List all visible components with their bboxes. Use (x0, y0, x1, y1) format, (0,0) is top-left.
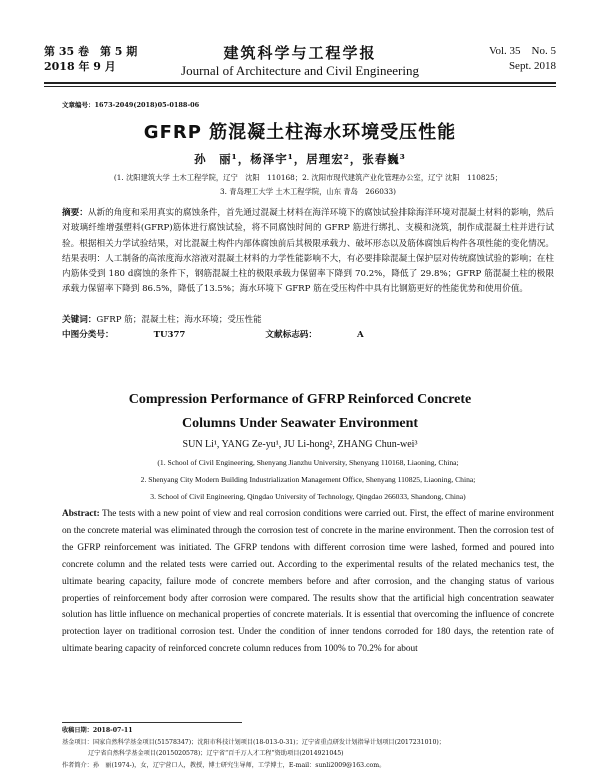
header-center (44, 44, 556, 79)
date-cn: 2018 年 9 月 (44, 60, 116, 73)
clc-number (62, 330, 225, 340)
keywords-cn-label: 关键词： (62, 315, 97, 325)
affiliations-cn (62, 171, 554, 199)
header-rule-thick (44, 82, 556, 84)
clc-label: 中图分类号： (62, 330, 114, 340)
affiliation-en-line: 3. School of Civil Engineering, Qingdao University of Technology, Qingdao 266033, Shandong, China) (150, 492, 466, 501)
author-introduction: 作者简介：孙 丽(1974-)，女，辽宁营口人，教授，博士研究生导师，工学博士，E-mail：sunli2009@163.com。 (62, 761, 386, 769)
affiliation-en-line: (1. School of Civil Engineering, Shenyang Jianzhu University, Shenyang 110168, Liaoning, China; (157, 458, 459, 467)
abstract-cn-label: 摘要： (62, 208, 88, 218)
abstract-en-text: The tests with a new point of view and real corrosion conditions were carried out. First, the effect of marine environment on the concrete material was eliminated through the corrosion test of concrete in the marine environment. Then the corrosion test of the GFRP reinforcement was initiated. The GFRP tendons with different corrosion time were lashed, formed and poured into concrete column and the related tests were carried out. According to the experimental results of the related mechanics test, the ultimate bearing capacity, failure mode of concrete members before and after corrosion, and the changing status of various properties of reinforcement body after corrosion were compared. The results show that the artificial high concentration seawater solution has little influence on mechanical properties of concrete materials. It is essential that overcoming the influence of concrete protection layer on traditional corrosion test. Under the condition of inner tendons corroded for 180 days, the retention rate of ultimate bearing capacity of reinforced concrete column reduces from 100% to 70.2% for about (62, 509, 554, 655)
authors-en: SUN Li¹, YANG Ze-yu¹, JU Li-hong², ZHANG Chun-wei³ (182, 439, 418, 450)
abstract-cn-text: 从新的角度和采用真实的腐蚀条件，首先通过混凝土材料在海洋环境下的腐蚀试验排除海洋环境对混凝土材料的影响，然后对玻璃纤维增强塑料(GFRP)筋体进行腐蚀试验，将不同腐蚀时间的 GFRP 筋进行绑扎、支模和浇筑，制作成混凝土柱并进行试验。根据相关力学试验结果，对比混凝土构件内部体腐蚀前后其极限承载力、破坏形态以及筋体腐蚀后构件各项性能的变化情况。结果表明：人工制备的高浓度海水溶液对混凝土材料的力学性能影响不大，有必要排除混凝土保护层对传统腐蚀试验的影响；在柱内筋体受到 180 d腐蚀的条件下，钢筋混凝土柱的极限承载力保留率下降到 70.2%，降低了 29.8%；GFRP 筋混凝土柱的极限承载力保留率下降到 86.5%，降低了13.5%；海水环境下 GFRP 筋在受压构件中具有比钢筋更好的性能优势和使用价值。 (62, 208, 554, 295)
affiliations-en (62, 454, 554, 505)
doc-code-label: 文献标志码： (265, 330, 317, 340)
authors-cn: 孙 丽¹，杨泽宇¹，居理宏²，张春巍³ (194, 152, 406, 166)
affiliation-cn-line: 3. 青岛理工大学 土木工程学院，山东 青岛 266033) (220, 187, 396, 196)
title-en-line-2: Columns Under Seawater Environment (181, 416, 419, 431)
title-en (0, 388, 600, 436)
fund-line-2: 辽宁省自然科学基金项目(2015020578)；辽宁省“百千万人才工程”资助项目(2014921045) (88, 750, 344, 757)
abstract-en (62, 506, 554, 658)
journal-name-en: Journal of Architecture and Civil Engineering (181, 63, 419, 78)
abstract-en-label: Abstract: (62, 509, 100, 519)
affiliation-cn-line: (1. 沈阳建筑大学 土木工程学院，辽宁 沈阳 110168；2. 沈阳市现代建筑产业化管理办公室，辽宁 沈阳 110825； (113, 173, 503, 182)
classification-row (62, 328, 554, 343)
title-en-line-1: Compression Performance of GFRP Reinforced Concrete (128, 392, 472, 407)
volume-issue-en: Vol. 35 No. 5 (488, 45, 556, 57)
footnotes (62, 725, 554, 771)
footnote-rule (62, 722, 242, 723)
document-code (265, 330, 403, 340)
article-number: 文章编号：1673-2049(2018)05-0188-06 (62, 101, 200, 109)
title-cn: GFRP 筋混凝土柱海水环境受压性能 (143, 122, 457, 143)
doc-code-value: A (356, 330, 364, 340)
clc-value: TU377 (153, 330, 186, 340)
journal-name-cn: 建筑科学与工程学报 (223, 44, 377, 62)
abstract-cn (62, 206, 554, 298)
header-rule-thin (44, 86, 556, 87)
received-date: 收稿日期：2018-07-11 (62, 727, 133, 734)
header-right (489, 44, 556, 74)
keywords-cn-text: GFRP 筋；混凝土柱；海水环境；受压性能 (96, 315, 262, 325)
affiliation-en-line: 2. Shenyang City Modern Building Industrialization Management Office, Shenyang 110825, Liaoning, China; (140, 475, 476, 484)
fund-line-1: 基金项目：国家自然科学基金项目(51578347)；沈阳市科技计划项目(18-013-0-31)；辽宁省重点研发计划指导计划项目(2017231010)； (62, 738, 445, 746)
volume-issue-cn: 第 35 卷 第 5 期 (44, 45, 138, 58)
keywords-cn (62, 313, 554, 328)
date-en: Sept. 2018 (508, 60, 556, 72)
